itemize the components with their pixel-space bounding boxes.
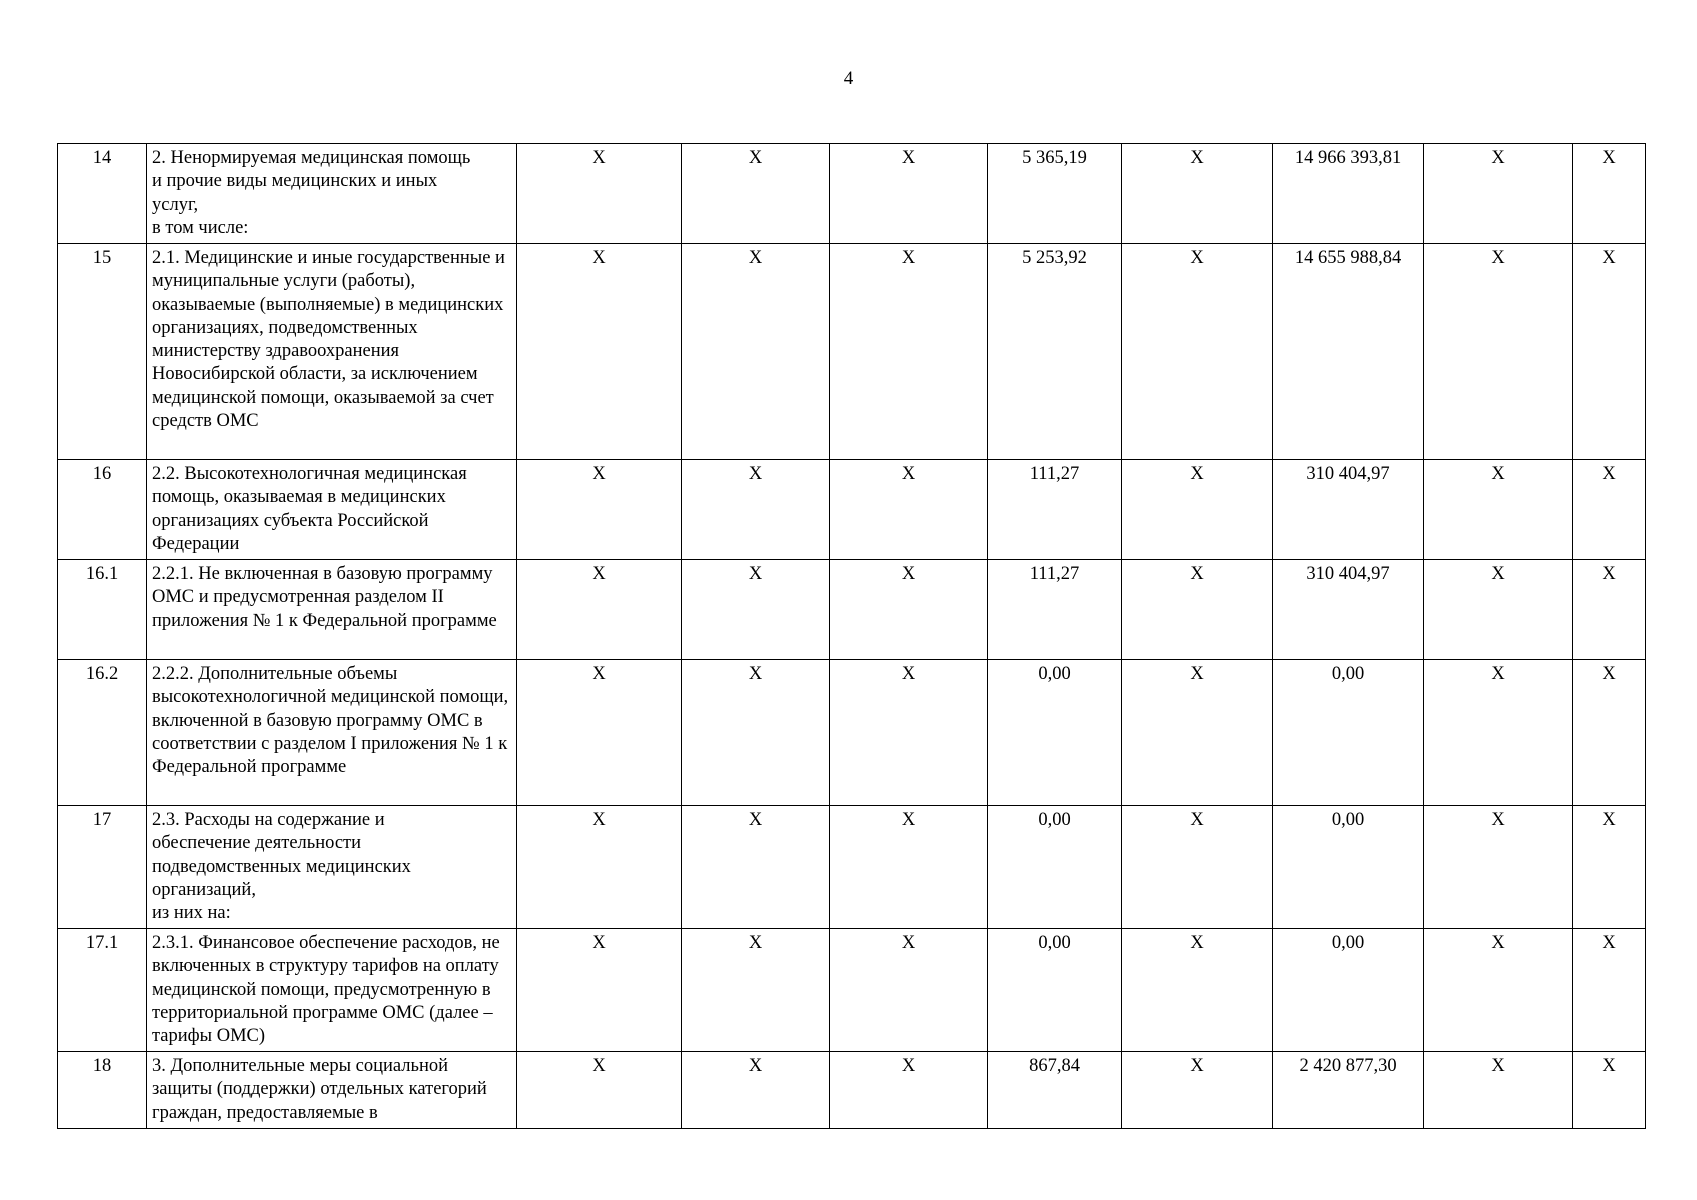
cell-col-1: X (517, 929, 682, 1052)
page-number: 4 (843, 68, 854, 89)
row-description: 2.2. Высокотехнологичная медицинская помощь, оказываемая в медицинских организациях субъекта Российской Федерации (147, 460, 517, 560)
cell-col-6: 310 404,97 (1273, 460, 1424, 560)
cell-col-1: X (517, 660, 682, 806)
cell-col-1: X (517, 144, 682, 244)
row-number: 17.1 (58, 929, 147, 1052)
cell-col-8: X (1573, 806, 1646, 929)
cell-col-3: X (830, 144, 988, 244)
row-number: 16.2 (58, 660, 147, 806)
cell-col-3: X (830, 806, 988, 929)
cell-col-8: X (1573, 460, 1646, 560)
cell-col-4: 5 253,92 (988, 244, 1122, 460)
cell-col-3: X (830, 1052, 988, 1129)
cell-col-2: X (682, 806, 830, 929)
financing-table (57, 143, 1646, 1129)
cell-col-7: X (1424, 244, 1573, 460)
cell-col-4: 111,27 (988, 560, 1122, 660)
cell-col-3: X (830, 244, 988, 460)
table-row (58, 460, 1646, 560)
cell-col-5: X (1122, 144, 1273, 244)
cell-col-2: X (682, 660, 830, 806)
cell-col-7: X (1424, 929, 1573, 1052)
cell-col-4: 5 365,19 (988, 144, 1122, 244)
cell-col-5: X (1122, 806, 1273, 929)
row-description: 2. Ненормируемая медицинская помощь и прочие виды медицинских и иных услуг, в том числе: (147, 144, 517, 244)
cell-col-4: 867,84 (988, 1052, 1122, 1129)
cell-col-5: X (1122, 460, 1273, 560)
row-number: 15 (58, 244, 147, 460)
cell-col-6: 0,00 (1273, 929, 1424, 1052)
cell-col-6: 0,00 (1273, 660, 1424, 806)
table-row (58, 1052, 1646, 1129)
table-row (58, 660, 1646, 806)
cell-col-1: X (517, 244, 682, 460)
row-number: 18 (58, 1052, 147, 1129)
cell-col-2: X (682, 244, 830, 460)
cell-col-5: X (1122, 929, 1273, 1052)
cell-col-4: 0,00 (988, 806, 1122, 929)
cell-col-2: X (682, 929, 830, 1052)
row-description: 2.2.2. Дополнительные объемы высокотехнологичной медицинской помощи, включенной в базовую программу ОМС в соответствии с разделом I приложения № 1 к Федеральной программе (147, 660, 517, 806)
cell-col-8: X (1573, 1052, 1646, 1129)
row-number: 14 (58, 144, 147, 244)
cell-col-1: X (517, 560, 682, 660)
row-number: 16 (58, 460, 147, 560)
cell-col-6: 14 655 988,84 (1273, 244, 1424, 460)
cell-col-1: X (517, 460, 682, 560)
table-row (58, 929, 1646, 1052)
cell-col-7: X (1424, 660, 1573, 806)
cell-col-7: X (1424, 560, 1573, 660)
cell-col-1: X (517, 1052, 682, 1129)
cell-col-3: X (830, 929, 988, 1052)
cell-col-2: X (682, 144, 830, 244)
cell-col-1: X (517, 806, 682, 929)
row-description: 2.3. Расходы на содержание и обеспечение деятельности подведомственных медицинских организаций, из них на: (147, 806, 517, 929)
cell-col-3: X (830, 460, 988, 560)
cell-col-7: X (1424, 460, 1573, 560)
row-description: 2.3.1. Финансовое обеспечение расходов, не включенных в структуру тарифов на оплату медицинской помощи, предусмотренную в территориальной программе ОМС (далее – тарифы ОМС) (147, 929, 517, 1052)
cell-col-5: X (1122, 244, 1273, 460)
cell-col-6: 2 420 877,30 (1273, 1052, 1424, 1129)
row-number: 16.1 (58, 560, 147, 660)
table-row (58, 806, 1646, 929)
cell-col-8: X (1573, 660, 1646, 806)
cell-col-2: X (682, 1052, 830, 1129)
cell-col-3: X (830, 660, 988, 806)
cell-col-5: X (1122, 660, 1273, 806)
cell-col-6: 310 404,97 (1273, 560, 1424, 660)
cell-col-8: X (1573, 560, 1646, 660)
cell-col-5: X (1122, 1052, 1273, 1129)
row-description: 3. Дополнительные меры социальной защиты (поддержки) отдельных категорий граждан, предоставляемые в (147, 1052, 517, 1129)
cell-col-7: X (1424, 806, 1573, 929)
cell-col-2: X (682, 560, 830, 660)
cell-col-4: 0,00 (988, 929, 1122, 1052)
cell-col-2: X (682, 460, 830, 560)
row-number: 17 (58, 806, 147, 929)
cell-col-3: X (830, 560, 988, 660)
cell-col-7: X (1424, 144, 1573, 244)
row-description: 2.2.1. Не включенная в базовую программу ОМС и предусмотренная разделом II приложения № 1 к Федеральной программе (147, 560, 517, 660)
row-description: 2.1. Медицинские и иные государственные и муниципальные услуги (работы), оказываемые (выполняемые) в медицинских организациях, подведомственных министерству здравоохранения Новосибирской области, за исключением медицинской помощи, оказываемой за счет средств ОМС (147, 244, 517, 460)
cell-col-5: X (1122, 560, 1273, 660)
table-row (58, 244, 1646, 460)
table-row (58, 560, 1646, 660)
cell-col-7: X (1424, 1052, 1573, 1129)
cell-col-6: 14 966 393,81 (1273, 144, 1424, 244)
cell-col-4: 0,00 (988, 660, 1122, 806)
cell-col-8: X (1573, 929, 1646, 1052)
cell-col-8: X (1573, 244, 1646, 460)
table-row (58, 144, 1646, 244)
cell-col-4: 111,27 (988, 460, 1122, 560)
cell-col-8: X (1573, 144, 1646, 244)
cell-col-6: 0,00 (1273, 806, 1424, 929)
